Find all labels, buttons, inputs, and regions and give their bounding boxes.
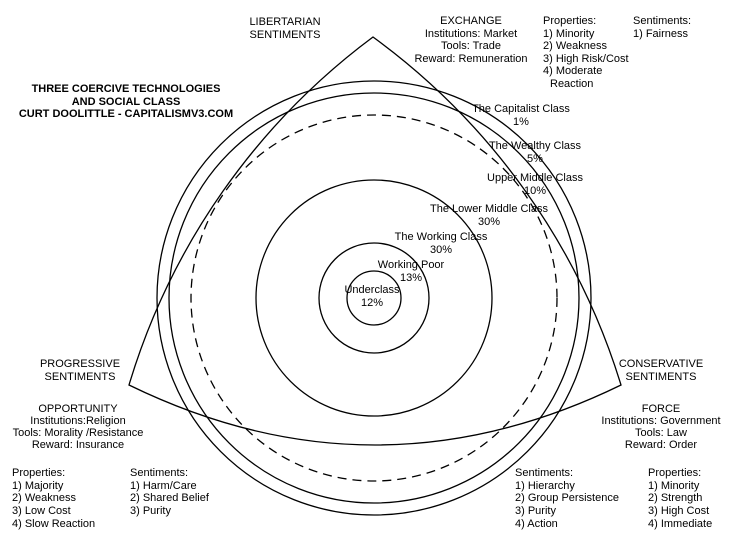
- diagram-title: [19, 83, 233, 121]
- class-name: Underclass: [344, 284, 400, 296]
- progressive-sentiments-label: [40, 358, 120, 383]
- exchange-block: [414, 15, 527, 65]
- class-percent: 1%: [513, 116, 529, 128]
- class-name: The Capitalist Class: [472, 103, 570, 115]
- opportunity-property: 1) Majority: [12, 479, 64, 492]
- opportunity-block: [13, 403, 144, 451]
- conservative-line-1: CONSERVATIVE: [618, 358, 704, 370]
- libertarian-line-2: SENTIMENTS: [249, 28, 321, 41]
- force-sentiments-heading: Sentiments:: [515, 467, 574, 479]
- force-property: 1) Minority: [648, 479, 700, 492]
- opportunity-properties-heading: Properties:: [12, 467, 66, 479]
- class-label-capitalist: [472, 103, 570, 129]
- progressive-line-2: SENTIMENTS: [44, 370, 116, 383]
- libertarian-line-1: LIBERTARIAN: [249, 16, 321, 28]
- exchange-name: EXCHANGE: [440, 15, 502, 27]
- exchange-properties-column: [543, 15, 629, 90]
- class-percent: 5%: [527, 153, 543, 165]
- force-properties-heading: Properties:: [648, 467, 702, 479]
- class-label-wealthy: [489, 140, 581, 166]
- opportunity-property: 2) Weakness: [12, 492, 76, 505]
- exchange-property: 3) High Risk/Cost: [543, 52, 629, 65]
- class-label-underclass: [344, 284, 399, 310]
- exchange-institutions: Institutions: Market: [424, 27, 518, 40]
- class-name: The Working Class: [394, 231, 488, 243]
- opportunity-property: 3) Low Cost: [12, 505, 71, 518]
- class-label-lower-middle: [430, 203, 548, 229]
- opportunity-institutions: Institutions:Religion: [30, 415, 126, 427]
- class-name: The Lower Middle Class: [430, 203, 548, 215]
- class-label-working: [395, 231, 488, 257]
- force-name: FORCE: [641, 403, 681, 415]
- exchange-property: Reaction: [550, 77, 594, 90]
- title-line-2: AND SOCIAL CLASS: [71, 95, 181, 108]
- opportunity-name: OPPORTUNITY: [38, 403, 118, 415]
- force-sentiment: 1) Hierarchy: [515, 479, 575, 492]
- exchange-sentiments-column: [633, 15, 691, 40]
- opportunity-sentiments-column: [130, 467, 209, 518]
- opportunity-sentiments-heading: Sentiments:: [130, 467, 189, 479]
- opportunity-sentiment: 3) Purity: [130, 505, 171, 518]
- class-label-working-poor: [378, 259, 444, 285]
- title-line-1: THREE COERCIVE TECHNOLOGIES: [31, 83, 221, 95]
- opportunity-properties-column: [12, 467, 95, 531]
- class-percent: 12%: [360, 297, 384, 309]
- title-line-3: CURT DOOLITTLE - CAPITALISMV3.COM: [18, 108, 234, 120]
- force-tools: Tools: Law: [635, 427, 687, 439]
- exchange-property: 1) Minority: [543, 27, 595, 40]
- class-percent: 30%: [429, 244, 453, 256]
- conservative-line-2: SENTIMENTS: [625, 370, 697, 383]
- class-percent: 13%: [399, 272, 423, 284]
- opportunity-property: 4) Slow Reaction: [12, 517, 96, 530]
- exchange-property: 4) Moderate: [543, 65, 603, 77]
- force-sentiments-column: [515, 467, 619, 531]
- force-sentiment: 2) Group Persistence: [515, 492, 619, 505]
- class-name: Working Poor: [377, 259, 445, 271]
- progressive-line-1: PROGRESSIVE: [39, 358, 121, 370]
- libertarian-sentiments-label: [249, 16, 320, 41]
- exchange-sentiments-heading: Sentiments:: [633, 15, 692, 27]
- class-percent: 10%: [523, 185, 547, 197]
- opportunity-tools: Tools: Morality /Resistance: [12, 427, 144, 439]
- class-name: Upper Middle Class: [487, 172, 583, 184]
- force-reward: Reward: Order: [624, 439, 698, 451]
- opportunity-reward: Reward: Insurance: [31, 439, 125, 451]
- exchange-sentiment: 1) Fairness: [633, 27, 689, 40]
- class-percent: 30%: [477, 216, 501, 228]
- conservative-sentiments-label: [619, 358, 703, 383]
- exchange-properties-heading: Properties:: [543, 15, 597, 27]
- force-properties-column: [648, 467, 712, 531]
- force-block: [601, 403, 720, 451]
- class-name: The Wealthy Class: [488, 140, 582, 152]
- force-sentiment: 3) Purity: [515, 505, 556, 518]
- exchange-reward: Reward: Remuneration: [414, 52, 528, 65]
- exchange-tools: Tools: Trade: [441, 40, 501, 52]
- class-label-upper-middle: [487, 172, 583, 198]
- force-sentiment: 4) Action: [515, 517, 558, 530]
- exchange-property: 2) Weakness: [543, 40, 607, 52]
- force-property: 2) Strength: [648, 492, 703, 505]
- opportunity-sentiment: 1) Harm/Care: [130, 479, 197, 492]
- opportunity-sentiment: 2) Shared Belief: [130, 492, 209, 505]
- force-institutions: Institutions: Government: [601, 415, 721, 427]
- force-property: 3) High Cost: [648, 505, 710, 518]
- force-property: 4) Immediate: [648, 517, 713, 530]
